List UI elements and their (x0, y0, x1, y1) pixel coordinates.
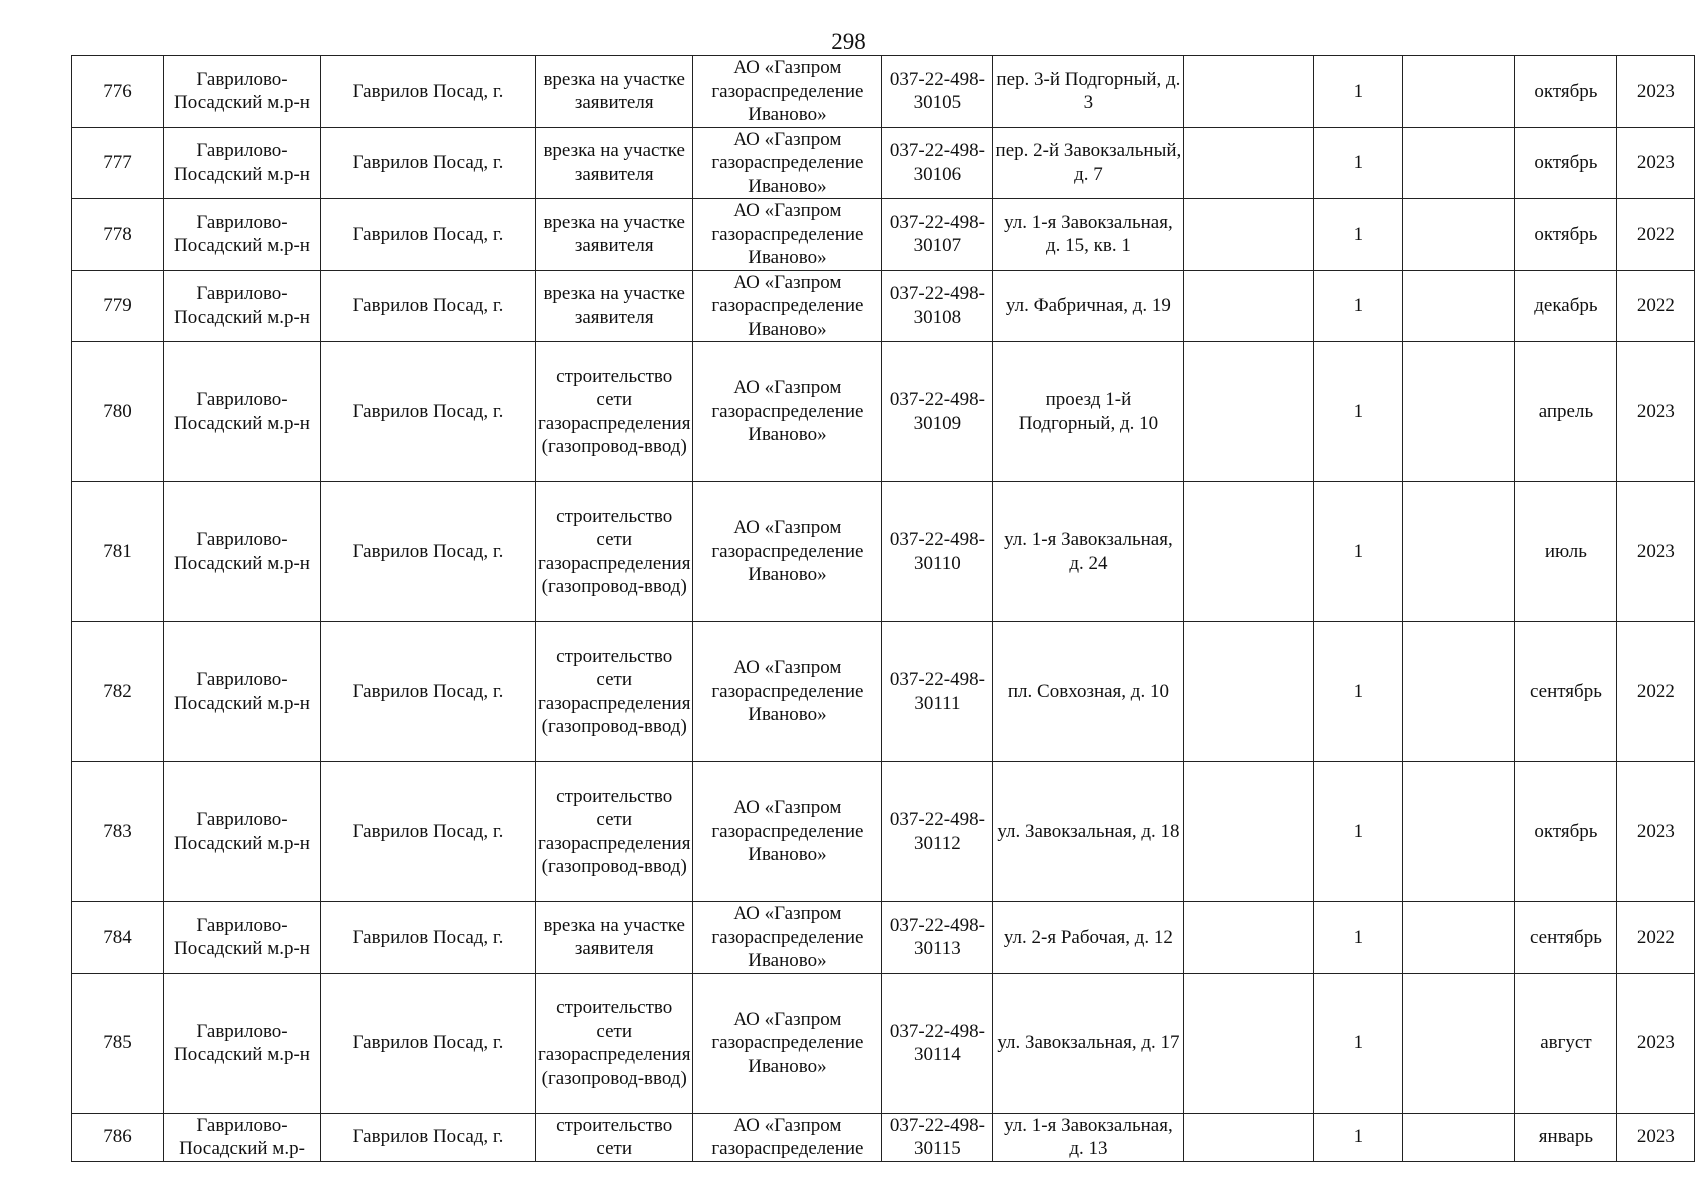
object-code: 037-22-498-30109 (882, 342, 993, 482)
row-number: 786 (72, 1113, 164, 1161)
work-type: строительство сети газораспределения (газопровод-ввод) (536, 342, 693, 482)
district: Гаврилово-Посадский м.р-н (164, 902, 321, 974)
count: 1 (1314, 902, 1403, 974)
row-number: 785 (72, 973, 164, 1113)
row-number: 779 (72, 270, 164, 342)
month: апрель (1515, 342, 1617, 482)
empty-cell (1403, 342, 1515, 482)
count: 1 (1314, 1113, 1403, 1161)
settlement: Гаврилов Посад, г. (321, 127, 536, 199)
row-number: 776 (72, 56, 164, 128)
empty-cell (1184, 762, 1314, 902)
count: 1 (1314, 342, 1403, 482)
district: Гаврилово-Посадский м.р-н (164, 762, 321, 902)
object-code: 037-22-498-30110 (882, 482, 993, 622)
empty-cell (1403, 270, 1515, 342)
empty-cell (1403, 199, 1515, 271)
district: Гаврилово-Посадский м.р-н (164, 56, 321, 128)
object-code: 037-22-498-30105 (882, 56, 993, 128)
district: Гаврилово-Посадский м.р-н (164, 127, 321, 199)
organization: АО «Газпром газораспределение Иваново» (693, 762, 882, 902)
empty-cell (1184, 1113, 1314, 1161)
month: октябрь (1515, 762, 1617, 902)
table-row (72, 199, 1695, 271)
year: 2023 (1617, 482, 1695, 622)
month: сентябрь (1515, 622, 1617, 762)
organization: АО «Газпром газораспределение Иваново» (693, 482, 882, 622)
month: октябрь (1515, 127, 1617, 199)
district: Гаврилово-Посадский м.р-н (164, 270, 321, 342)
settlement: Гаврилов Посад, г. (321, 270, 536, 342)
object-code: 037-22-498-30112 (882, 762, 993, 902)
empty-cell (1184, 127, 1314, 199)
count: 1 (1314, 199, 1403, 271)
object-code: 037-22-498-30106 (882, 127, 993, 199)
empty-cell (1403, 1113, 1515, 1161)
month: июль (1515, 482, 1617, 622)
object-code: 037-22-498-30113 (882, 902, 993, 974)
empty-cell (1184, 973, 1314, 1113)
month: октябрь (1515, 199, 1617, 271)
year: 2022 (1617, 199, 1695, 271)
empty-cell (1403, 902, 1515, 974)
work-type-text: строительство сети (556, 1114, 673, 1159)
table-row (72, 270, 1695, 342)
address: пер. 3-й Подгорный, д. 3 (993, 56, 1184, 128)
address: пл. Совхозная, д. 10 (993, 622, 1184, 762)
work-type: строительство сети газораспределения (газопровод-ввод) (536, 762, 693, 902)
organization: АО «Газпром газораспределение Иваново» (693, 973, 882, 1113)
count: 1 (1314, 762, 1403, 902)
address: ул. 1-я Завокзальная, д. 24 (993, 482, 1184, 622)
year: 2022 (1617, 902, 1695, 974)
address: ул. 1-я Завокзальная, д. 15, кв. 1 (993, 199, 1184, 271)
table-row (72, 902, 1695, 974)
empty-cell (1403, 127, 1515, 199)
organization: АО «Газпром газораспределение Иваново» (693, 342, 882, 482)
settlement: Гаврилов Посад, г. (321, 762, 536, 902)
registry-table (71, 55, 1695, 1162)
work-type: врезка на участке заявителя (536, 270, 693, 342)
month: январь (1515, 1113, 1617, 1161)
organization (693, 1113, 882, 1161)
year: 2023 (1617, 127, 1695, 199)
table-row (72, 762, 1695, 902)
empty-cell (1403, 482, 1515, 622)
row-number: 781 (72, 482, 164, 622)
district: Гаврилово-Посадский м.р-н (164, 342, 321, 482)
year: 2022 (1617, 622, 1695, 762)
year: 2023 (1617, 342, 1695, 482)
organization: АО «Газпром газораспределение Иваново» (693, 902, 882, 974)
settlement: Гаврилов Посад, г. (321, 973, 536, 1113)
district (164, 1113, 321, 1161)
table-row (72, 482, 1695, 622)
empty-cell (1403, 973, 1515, 1113)
organization-text: АО «Газпром газораспределение (711, 1114, 864, 1159)
count: 1 (1314, 622, 1403, 762)
settlement: Гаврилов Посад, г. (321, 199, 536, 271)
organization: АО «Газпром газораспределение Иваново» (693, 199, 882, 271)
address: пер. 2-й Завокзальный, д. 7 (993, 127, 1184, 199)
month: сентябрь (1515, 902, 1617, 974)
object-code: 037-22-498-30111 (882, 622, 993, 762)
year: 2023 (1617, 762, 1695, 902)
address: ул. 1-я Завокзальная, д. 13 (993, 1113, 1184, 1161)
empty-cell (1184, 199, 1314, 271)
row-number: 782 (72, 622, 164, 762)
empty-cell (1184, 622, 1314, 762)
settlement: Гаврилов Посад, г. (321, 482, 536, 622)
district: Гаврилово-Посадский м.р-н (164, 199, 321, 271)
page-number: 298 (831, 29, 866, 54)
row-number: 784 (72, 902, 164, 974)
work-type: врезка на участке заявителя (536, 127, 693, 199)
object-code: 037-22-498-30114 (882, 973, 993, 1113)
settlement: Гаврилов Посад, г. (321, 622, 536, 762)
count: 1 (1314, 482, 1403, 622)
year: 2022 (1617, 270, 1695, 342)
organization: АО «Газпром газораспределение Иваново» (693, 56, 882, 128)
district-text: Гаврилово-Посадский м.р- (179, 1114, 305, 1159)
organization: АО «Газпром газораспределение Иваново» (693, 622, 882, 762)
month: декабрь (1515, 270, 1617, 342)
empty-cell (1184, 270, 1314, 342)
settlement: Гаврилов Посад, г. (321, 56, 536, 128)
count: 1 (1314, 127, 1403, 199)
row-number: 780 (72, 342, 164, 482)
table-row (72, 973, 1695, 1113)
address: ул. 2-я Рабочая, д. 12 (993, 902, 1184, 974)
district: Гаврилово-Посадский м.р-н (164, 622, 321, 762)
work-type: врезка на участке заявителя (536, 199, 693, 271)
work-type (536, 1113, 693, 1161)
work-type: врезка на участке заявителя (536, 902, 693, 974)
settlement: Гаврилов Посад, г. (321, 342, 536, 482)
table-row (72, 56, 1695, 128)
table-row (72, 127, 1695, 199)
count: 1 (1314, 973, 1403, 1113)
work-type: врезка на участке заявителя (536, 56, 693, 128)
year: 2023 (1617, 1113, 1695, 1161)
empty-cell (1184, 56, 1314, 128)
object-code: 037-22-498-30108 (882, 270, 993, 342)
empty-cell (1184, 902, 1314, 974)
empty-cell (1403, 762, 1515, 902)
work-type: строительство сети газораспределения (газопровод-ввод) (536, 482, 693, 622)
count: 1 (1314, 270, 1403, 342)
district: Гаврилово-Посадский м.р-н (164, 973, 321, 1113)
address: ул. Завокзальная, д. 17 (993, 973, 1184, 1113)
count: 1 (1314, 56, 1403, 128)
settlement: Гаврилов Посад, г. (321, 902, 536, 974)
district: Гаврилово-Посадский м.р-н (164, 482, 321, 622)
object-code: 037-22-498-30115 (882, 1113, 993, 1161)
address: ул. Фабричная, д. 19 (993, 270, 1184, 342)
address: ул. Завокзальная, д. 18 (993, 762, 1184, 902)
object-code: 037-22-498-30107 (882, 199, 993, 271)
row-number: 777 (72, 127, 164, 199)
table-row (72, 622, 1695, 762)
address: проезд 1-й Подгорный, д. 10 (993, 342, 1184, 482)
empty-cell (1403, 56, 1515, 128)
month: октябрь (1515, 56, 1617, 128)
organization: АО «Газпром газораспределение Иваново» (693, 270, 882, 342)
work-type: строительство сети газораспределения (газопровод-ввод) (536, 973, 693, 1113)
empty-cell (1403, 622, 1515, 762)
table-row (72, 342, 1695, 482)
settlement: Гаврилов Посад, г. (321, 1113, 536, 1161)
empty-cell (1184, 342, 1314, 482)
row-number: 783 (72, 762, 164, 902)
empty-cell (1184, 482, 1314, 622)
organization: АО «Газпром газораспределение Иваново» (693, 127, 882, 199)
year: 2023 (1617, 56, 1695, 128)
work-type: строительство сети газораспределения (газопровод-ввод) (536, 622, 693, 762)
row-number: 778 (72, 199, 164, 271)
table-row (72, 1113, 1695, 1161)
month: август (1515, 973, 1617, 1113)
year: 2023 (1617, 973, 1695, 1113)
